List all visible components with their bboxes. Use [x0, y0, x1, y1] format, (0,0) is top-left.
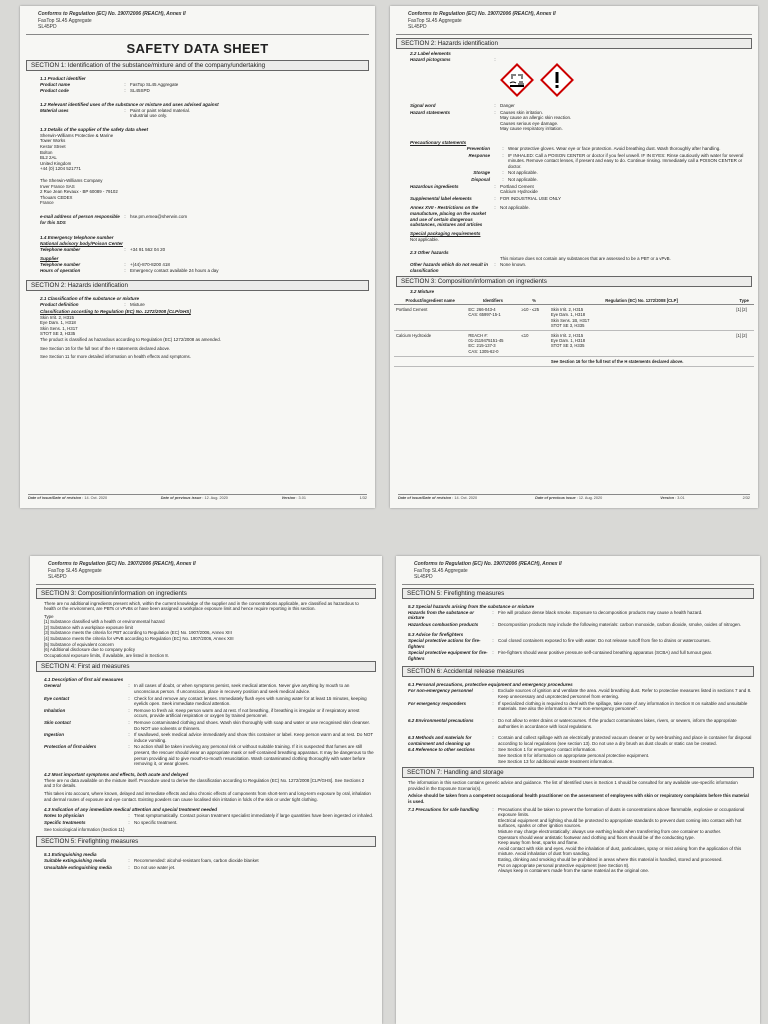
s42-text-2: This takes into account, where known, delayed and immediate effects and also chronic effects of components from short-term and long-term exposure by oral, inhalation and dermal routes of exposure and eye contact. Existing powders can cause localised skin irritation in folds of the skin or under tight clothing. — [44, 790, 371, 802]
section-5-heading: SECTION 5: Firefighting measures — [402, 588, 754, 599]
sds-page-4 — [396, 556, 760, 1024]
other-hazards-row: Other hazards which do not result in classification : None known. — [410, 261, 527, 273]
col-regulation: Regulation (EC) No. 1272/2008 [CLP] — [549, 297, 734, 305]
subsection-2-2: 2.2 Label elements — [410, 50, 451, 56]
type-list: [1] Substance classified with a health or environmental hazard [2] Substance with a workplace exposure limit [3] Substance meets the criteria for PBT according to Regulation (EC) No. 1907/2006, Annex XIII [4] Substance meets the criteria for vPvB according to Regulation (EC) No. 1907/2006, Annex XIII [5] Substance of equivalent concern [6] Additional disclosure due to company policy — [44, 619, 234, 653]
page-footer: Date of issue/Date of revision : 14. Oct. 2020 Date of previous issue : 12. Aug. 2020 Version : 3.01 1/32 — [28, 496, 367, 500]
supplier-address-1: Sherwin-Williams Protective & Marine Tower Works Kestor Street Bolton BL2 2AL United Kingdom +44 (0) 1204 521771 — [40, 132, 114, 172]
safe-handling-row: 7.1 Precautions for safe handling : Precautions should be taken to prevent the formation of dusts in concentrations above flammable, explosive or occupational exposure limits. Electrical equipment and lighting should be protected to appropriate standards to prevent dust coming into contact with hot surfaces, sparks or other ignition sources. Mixture may charge electrostatically: always use earthing leads when transferring from one container to another. Operators should wear antistatic footwear and clothing and floors should be of the conducting type. Keep away from heat, sparks and flame. Avoid contact with skin and eyes. Avoid the inhalation of dust, particulates, spray or mist arising from the application of this mixture. Avoid inhalation of dust from sanding. Eating, drinking and smoking should be prohibited in areas where this material is handled, stored and processed. Put on appropriate personal protective equipment (see Section 8). Always keep in containers made from the same material as the original one. — [408, 806, 745, 874]
material-uses-row: Material uses : Paint or paint related material. Industrial use only. — [40, 107, 191, 119]
special-actions-row: Special protective actions for fire-fighters : Cool closed containers exposed to fire with water. Do not release runoff from fire to drains or watercourses. — [408, 638, 711, 649]
subsection-4-3: 4.3 Indication of any immediate medical attention and special treatment needed — [44, 807, 218, 813]
page-footer: Date of issue/Date of revision : 14. Oct. 2020 Date of previous issue : 12. Aug. 2020 Version : 3.01 2/32 — [398, 496, 750, 500]
corrosion-icon — [500, 63, 534, 97]
special-packaging-value: Not applicable. — [410, 236, 440, 242]
page-header: Conforms to Regulation (EC) No. 1907/2006 (REACH), Annex II FasTop SL45 Aggregate SL45PD — [48, 561, 196, 580]
storage-row: Storage : Not applicable. — [473, 170, 538, 176]
special-equipment-row: Special protective equipment for fire-fighters : Fire-fighters should wear positive pressure self-contained breathing apparatus (SCBA) and full turnout gear. — [408, 650, 713, 662]
page-header — [20, 6, 375, 31]
suitable-media-row: Suitable extinguishing media : Recommended: alcohol-resistant foam, carbon dioxide blanket — [44, 857, 259, 863]
header-code: SL45PD — [38, 24, 57, 30]
supplier-address-2: The Sherwin-Williams Company Inver France SAS 2 Rue Jean Revaux - BP 60089 - 79102 Thouars CEDEX France — [40, 178, 118, 206]
supplier-telephone-row: Telephone number : +(44)-870-8200 418 — [40, 261, 170, 267]
subsection-5-1: 5.1 Extinguishing media — [44, 851, 97, 857]
section-2-heading: SECTION 2: Hazards identification — [396, 38, 752, 49]
document-title: SAFETY DATA SHEET — [126, 40, 269, 56]
section-6-heading: SECTION 6: Accidental release measures — [402, 666, 754, 677]
oel-text: Occupational exposure limits, if available, are listed in Section 8. — [44, 652, 169, 658]
table-row: Portland Cement EC: 266-043-4 CAS: 65997-15-1 ≥10 - ≤25 Skin Irrit. 2, H315 Eye Dam. 1, H318 Skin Sens. 1B, H317 STOT SE 3, H335 [1] [2] — [394, 305, 754, 331]
section-5-heading: SECTION 5: Firefighting measures — [36, 836, 376, 847]
pictogram-row: Hazard pictograms : — [410, 56, 496, 62]
classification-list: Skin Irrit. 2, H315 Eye Dam. 1, H318 Skin Sens. 1, H317 STOT SE 3, H335 — [40, 314, 78, 337]
subsection-4-1: 4.1 Description of first aid measures — [44, 677, 124, 683]
supplier-label: Supplier — [40, 255, 59, 261]
table-row: Calcium Hydroxide REACH #: 01-2119475151-45 EC: 215-137-3 CAS: 1305-62-0 ≤10 Skin Irrit. 2, H315 Eye Dam. 1, H318 STOT SE 3, H335 [1] [2] — [394, 330, 754, 356]
ingestion-row: Ingestion : If swallowed, seek medical advice immediately and show this container or label. Keep person warm and at rest. Do NOT induce vomiting. — [44, 732, 374, 743]
reference-row: 6.4 Reference to other sections : See Section 1 for emergency contact information. See Section 8 for information on appropriate personal protective equipment. See Section 13 for additional waste treatment information. — [408, 747, 650, 764]
environmental-row: 6.2 Environmental precautions : Do not allow to enter drains or watercourses. If the product contaminates lakes, rivers, or sewers, inform the appropriate authorities in accordance with local regulations. — [408, 718, 737, 729]
col-percent: % — [519, 297, 548, 305]
see-section-16: See Section 16 for the full text of the H statements declared above. — [40, 345, 171, 351]
type-label: Type — [44, 613, 54, 619]
methods-row: 6.3 Methods and materials for containment and cleaning up : Contain and collect spillage with an electrically protected vacuum cleaner or by wet-brushing and place in container for disposal according to local regulations (see section 13). Do not use a dry brush as dust clouds or static can be created. — [408, 735, 752, 746]
mixture-table — [394, 297, 754, 367]
advisory-telephone-row: Telephone number : +34 91 562 04 20 — [40, 247, 166, 253]
tox-text: See toxicological information (Section 11) — [44, 827, 125, 833]
section-4-heading: SECTION 4: First aid measures — [36, 661, 376, 672]
sds-page-1 — [20, 6, 375, 508]
sds-page-2 — [390, 6, 758, 508]
pbt-text: This mixture does not contain any substances that are assessed to be a PBT or a vPvB. — [500, 256, 671, 262]
eye-contact-row: Eye contact : Check for and remove any contact lenses. Immediately flush eyes with running water for at least 15 minutes, keeping eyelids open. Seek immediate medical attention. — [44, 695, 367, 707]
regulation-title: Conforms to Regulation (EC) No. 1907/2006 (REACH), Annex II — [38, 11, 186, 17]
classified-text: The product is classified as hazardous according to Regulation (EC) 1272/2008 as amended. — [40, 336, 221, 342]
section-7-advice: Advice should be taken from a competent occupational health practitioner on the assessment of employees with skin or respiratory complaints before this material is used. — [408, 793, 749, 804]
hazard-pictograms — [500, 63, 758, 97]
section-3-heading: SECTION 3: Composition/information on ingredients — [396, 276, 752, 287]
hazards-from-row: Hazards from the substance or mixture : Fire will produce dense black smoke. Exposure to decomposition products may cause a health hazard. — [408, 609, 703, 621]
page-header: Conforms to Regulation (EC) No. 1907/2006 (REACH), Annex II FasTop SL45 Aggregate SL45PD — [408, 11, 556, 30]
classification-heading: Classification according to Regulation (EC) No. 1272/2008 [CLP/GHS] — [40, 308, 191, 314]
non-emergency-row: For non-emergency personnel : Exclude sources of ignition and ventilate the area. Avoid breathing dust. Refer to protective measures listed in sections 7 and 8. — [408, 687, 752, 693]
hours-row: Hours of operation : Emergency contact available 24 hours a day — [40, 268, 219, 274]
annex-xvii-row: Annex XVII - Restrictions on the manufacture, placing on the market and use of certain dangerous substances, mixtures and articles : Not applicable. — [410, 205, 530, 228]
non-emergency-row-2: Keep unnecessary and unprotected personnel from entering. — [498, 694, 620, 700]
subsection-3-2: 3.2 Mixture — [410, 289, 434, 295]
protection-row: Protection of first-aiders : No action shall be taken involving any personal risk or without suitable training. If it is suspected that fumes are still present, the rescuer should wear an appropriate mask or self-contained breathing apparatus. It may be dangerous to the person providing aid to give mouth-to-mouth resuscitation. Wash contaminated clothing thoroughly with water before removing it, or wear gloves. — [44, 744, 374, 767]
hazardous-ingredients-row: Hazardous ingredients : Portland Cement Calcium Hydroxide — [410, 183, 538, 195]
subsection-2-3: 2.3 Other hazards — [410, 250, 449, 256]
signal-word-row: Signal word : Danger — [410, 103, 515, 109]
hazard-statements-row: Hazard statements : Causes skin irritation. May cause an allergic skin reaction. Causes serious eye damage. May cause respiratory irritation. — [410, 109, 572, 132]
section-3-text: There are no additional ingredients present which, within the current knowledge of the supplier and in the concentrations applicable, are classified as hazardous to health or the environment, are PBTs or vPvBs or have been assigned a workplace exposure limit and hence require reporting in this section. — [44, 600, 359, 612]
subsection-6-1: 6.1 Personal precautions, protective equipment and emergency procedures — [408, 681, 573, 687]
section-2-heading: SECTION 2: Hazards identification — [26, 280, 369, 291]
emergency-row: For emergency responders : If specialized clothing is required to deal with the spillage, take note of any information in Section 8 on suitable and unsuitable materials. See also the information in "For non-emergency personnel". — [408, 700, 748, 712]
response-row: Response : IF INHALED: Call a POISON CENTER or doctor if you feel unwell. IF IN EYES: Rinse cautiously with water for several minutes. Remove contact lenses, if present and easy to do. Continue rinsing. Immediately call a POISON CENTER or doctor. — [468, 152, 744, 169]
header-product: FasTop SL45 Aggregate — [38, 17, 92, 24]
table-note: See Section 16 for the full text of the H statements declared above. — [549, 356, 734, 366]
email-row: e-mail address of person responsible for this SDS : hse.pm.emea@sherwin.com — [40, 214, 188, 225]
skin-contact-row: Skin contact : Remove contaminated clothing and shoes. Wash skin thoroughly with soap and water or use recognised skin cleanser. Do NOT use solvents or thinners. — [44, 720, 370, 731]
subsection-1-4: 1.4 Emergency telephone number — [40, 235, 114, 241]
page-header: Conforms to Regulation (EC) No. 1907/2006 (REACH), Annex II FasTop SL45 Aggregate SL45PD — [414, 561, 562, 580]
product-definition-row: Product definition : Mixture — [40, 301, 145, 307]
product-code-row: Product code : SL45SPD — [40, 88, 150, 94]
supplemental-row: Supplemental label elements : FOR INDUSTRIAL USE ONLY — [410, 195, 562, 201]
subsection-5-3: 5.3 Advice for firefighters — [408, 632, 464, 638]
physician-row: Notes to physician : Treat symptomatically. Contact poison treatment specialist immediately if large quantities have been ingested or inhaled. — [44, 813, 374, 819]
sds-page-3 — [30, 556, 382, 1024]
s42-text-1: There are no data available on the mixture itself. Procedure used to derive the classification according to Regulation (EC) No. 1272/2008 [CLP/GHS]. See Sections 2 and 3 for details. — [44, 777, 365, 789]
combustion-row: Hazardous combustion products : Decomposition products may include the following materials: carbon monoxide, carbon dioxide, smoke, oxides of nitrogen. — [408, 621, 742, 627]
section-3-heading: SECTION 3: Composition/information on ingredients — [36, 588, 376, 599]
see-section-11: See Section 11 for more detailed information on health effects and symptoms. — [40, 354, 191, 360]
prevention-row: Prevention : Wear protective gloves. Wear eye or face protection. Avoid breathing dust. Wash thoroughly after handling. — [466, 146, 721, 152]
subsection-4-2: 4.2 Most important symptoms and effects, both acute and delayed — [44, 771, 189, 777]
subsection-1-1: 1.1 Product identifier — [40, 75, 86, 81]
section-7-heading: SECTION 7: Handling and storage — [402, 767, 754, 778]
special-packaging-heading: Special packaging requirements — [410, 230, 481, 236]
disposal-row: Disposal : Not applicable. — [471, 177, 538, 183]
unsuitable-media-row: Unsuitable extinguishing media : Do not use water jet. — [44, 864, 176, 870]
specific-treatments-row: Specific treatments : No specific treatment. — [44, 819, 178, 825]
national-advisory: National advisory body/Poison Center — [40, 241, 123, 247]
general-row: General : In all cases of doubt, or when symptoms persist, seek medical attention. Never give anything by mouth to an unconscious person. If unconscious, place in recovery position and seek medical advice. — [44, 683, 350, 695]
subsection-5-2: 5.2 Special hazards arising from the substance or mixture — [408, 603, 535, 609]
inhalation-row: Inhalation : Remove to fresh air. Keep person warm and at rest. If not breathing, if breathing is irregular or if respiratory arrest occurs, provide artificial respiration or oxygen by trained personnel. — [44, 707, 360, 719]
subsection-1-2: 1.2 Relevant identified uses of the substance or mixture and uses advised against — [40, 101, 219, 107]
col-type: Type — [734, 297, 754, 305]
section-7-text: The information in this section contains generic advice and guidance. The list of Identified Uses in Section 1 should be consulted for any available use-specific information provided in the Exposure Scenario(s). — [408, 780, 738, 791]
subsection-2-1: 2.1 Classification of the substance or mixture — [40, 295, 140, 301]
subsection-1-3: 1.3 Details of the supplier of the safety data sheet — [40, 126, 148, 132]
col-ingredient: Product/ingredient name — [394, 297, 466, 305]
precautionary-heading: Precautionary statements — [410, 140, 467, 146]
col-identifiers: Identifiers — [466, 297, 519, 305]
section-1-heading: SECTION 1: Identification of the substance/mixture and of the company/undertaking — [26, 60, 369, 71]
exclamation-icon — [540, 63, 574, 97]
product-name-row: Product name : FasTop SL45 Aggregate — [40, 81, 179, 87]
